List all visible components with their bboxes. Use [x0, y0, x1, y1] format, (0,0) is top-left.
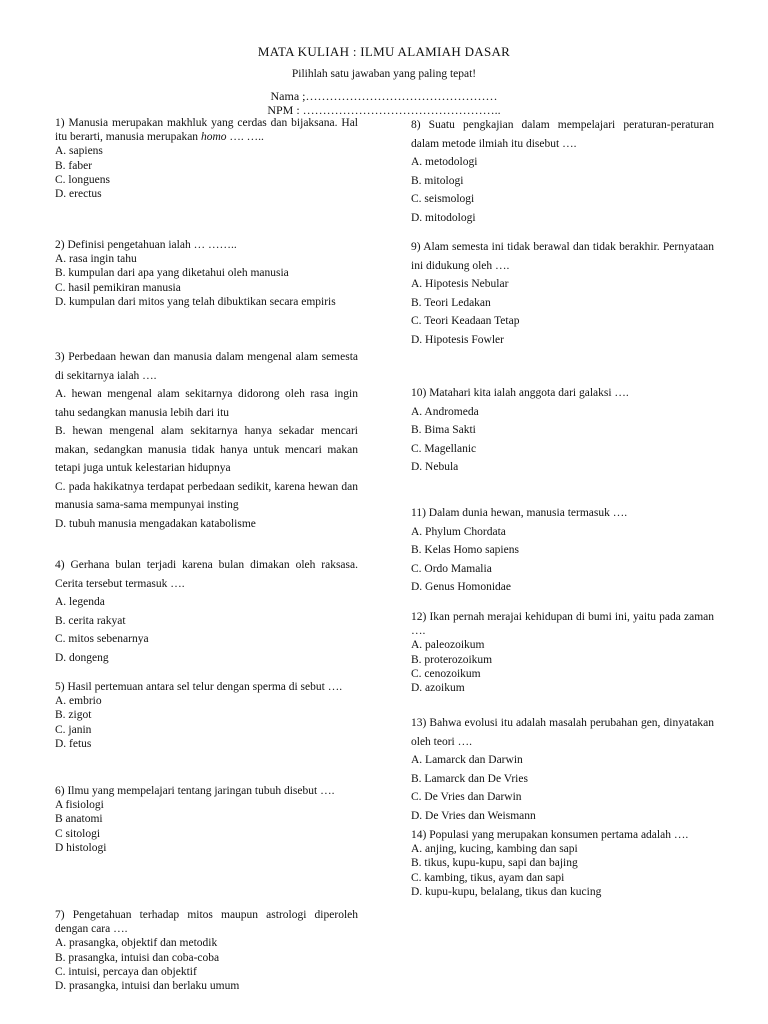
answer-option: D. erectus	[55, 188, 102, 201]
question-block	[55, 238, 358, 309]
question-stem: 1) Manusia merupakan makhluk yang cerdas dan bijaksana. Hal itu berarti, manusia merupakan homo …. …..	[55, 117, 358, 144]
question-stem: 9) Alam semesta ini tidak berawal dan tidak berakhir. Pernyataan ini didukung oleh ….	[411, 241, 714, 272]
answer-option: C. janin	[55, 723, 92, 736]
answer-option: D. Hipotesis Fowler	[411, 333, 504, 346]
answer-option: D. azoikum	[411, 682, 465, 695]
question-block	[55, 680, 358, 751]
answer-option: B. proterozoikum	[411, 653, 493, 666]
answer-option: A fisiologi	[55, 799, 104, 812]
question-stem: 13) Bahwa evolusi itu adalah masalah perubahan gen, dinyatakan oleh teori ….	[411, 717, 714, 748]
question-block	[55, 348, 358, 533]
answer-option: C. De Vries dan Darwin	[411, 791, 522, 803]
question-block	[55, 908, 358, 993]
page-title: MATA KULIAH : ILMU ALAMIAH DASAR	[257, 44, 511, 59]
answer-option: D. kumpulan dari mitos yang telah dibuktikan secara empiris	[55, 295, 336, 308]
answer-option: C. mitos sebenarnya	[55, 633, 149, 645]
name-field-line: Nama ;…………………………………………	[270, 89, 498, 103]
answer-option: C. longuens	[55, 173, 110, 186]
answer-option: B. faber	[55, 159, 93, 172]
instruction-text: Pilihlah satu jawaban yang paling tepat!	[291, 68, 477, 80]
answer-option: B. Kelas Homo sapiens	[411, 544, 519, 556]
answer-option: B. Lamarck dan De Vries	[411, 772, 528, 785]
student-id-field-line: NPM : …………………………………………..	[267, 103, 501, 117]
question-stem: 11) Dalam dunia hewan, manusia termasuk ….	[411, 507, 628, 519]
answer-option: A. embrio	[55, 695, 102, 708]
answer-option: C. cenozoikum	[411, 667, 481, 680]
question-stem: 8) Suatu pengkajian dalam mempelajari peraturan-peraturan dalam metode ilmiah itu disebut ….	[411, 119, 714, 150]
answer-option: D. Genus Homonidae	[411, 581, 511, 593]
answer-option: C. intuisi, percaya dan objektif	[55, 965, 197, 978]
answer-option: C. pada hakikatnya terdapat perbedaan sedikit, karena hewan dan manusia sama-sama mempunyai insting	[55, 480, 358, 511]
question-block	[411, 714, 714, 825]
answer-option: A. Andromeda	[411, 405, 479, 418]
answer-option: D. Nebula	[411, 461, 459, 473]
question-block	[411, 610, 714, 695]
answer-option: C. Teori Keadaan Tetap	[411, 315, 520, 327]
answer-option: A. Lamarck dan Darwin	[411, 754, 523, 766]
answer-option: B. mitologi	[411, 174, 464, 187]
question-block	[411, 384, 714, 477]
question-block	[411, 504, 714, 597]
question-block	[411, 828, 714, 899]
answer-option: A. paleozoikum	[411, 639, 485, 652]
question-block	[411, 238, 714, 349]
answer-option: B. zigot	[55, 709, 92, 722]
answer-option: A. hewan mengenal alam sekitarnya didorong oleh rasa ingin tahu sedangkan manusia lebih dari itu	[55, 388, 358, 419]
answer-option: A. prasangka, objektif dan metodik	[55, 937, 218, 950]
answer-option: B. kumpulan dari apa yang diketahui oleh manusia	[55, 267, 289, 280]
answer-option: C. Magellanic	[411, 442, 477, 455]
answer-option: C. seismologi	[411, 193, 475, 205]
answer-option: B anatomi	[55, 813, 103, 826]
answer-option: C. kambing, tikus, ayam dan sapi	[411, 871, 565, 884]
answer-option: B. tikus, kupu-kupu, sapi dan bajing	[411, 857, 578, 870]
answer-option: C sitologi	[55, 827, 101, 840]
answer-option: A. metodologi	[411, 156, 478, 168]
question-block	[55, 784, 358, 855]
answer-option: D histologi	[55, 841, 107, 854]
question-stem: 14) Populasi yang merupakan konsumen pertama adalah ….	[411, 829, 689, 841]
question-stem: 4) Gerhana bulan terjadi karena bulan dimakan oleh raksasa. Cerita tersebut termasuk ….	[55, 559, 358, 590]
answer-option: B. Teori Ledakan	[411, 296, 491, 309]
question-block	[55, 116, 358, 201]
answer-option: D. dongeng	[55, 651, 109, 664]
answer-option: D. tubuh manusia mengadakan katabolisme	[55, 517, 256, 530]
answer-option: C. hasil pemikiran manusia	[55, 281, 181, 294]
answer-option: C. Ordo Mamalia	[411, 562, 492, 575]
question-stem: 12) Ikan pernah merajai kehidupan di bumi ini, yaitu pada zaman ….	[411, 611, 714, 638]
answer-option: D. De Vries dan Weismann	[411, 809, 536, 822]
answer-option: A. legenda	[55, 596, 105, 608]
question-stem: 10) Matahari kita ialah anggota dari galaksi ….	[411, 387, 629, 399]
answer-option: A. Phylum Chordata	[411, 525, 506, 538]
answer-option: B. hewan mengenal alam sekitarnya hanya sekadar mencari makan, sedangkan manusia tidak hanya untuk mencari makan tetapi juga untuk kelestarian hidupnya	[55, 425, 358, 474]
answer-option: A. rasa ingin tahu	[55, 253, 137, 266]
question-stem: 7) Pengetahuan terhadap mitos maupun astrologi diperoleh dengan cara ….	[55, 909, 358, 936]
answer-option: D. prasangka, intuisi dan berlaku umum	[55, 980, 240, 993]
question-stem: 2) Definisi pengetahuan ialah … ……..	[55, 239, 237, 251]
answer-option: D. mitodologi	[411, 211, 476, 224]
answer-option: A. anjing, kucing, kambing dan sapi	[411, 843, 578, 856]
answer-option: D. kupu-kupu, belalang, tikus dan kucing	[411, 885, 602, 898]
answer-option: B. prasangka, intuisi dan coba-coba	[55, 951, 220, 964]
question-stem: 3) Perbedaan hewan dan manusia dalam mengenal alam semesta di sekitarnya ialah ….	[55, 351, 358, 382]
answer-option: B. cerita rakyat	[55, 614, 126, 627]
answer-option: A. sapiens	[55, 145, 103, 158]
question-stem: 5) Hasil pertemuan antara sel telur dengan sperma di sebut ….	[55, 681, 343, 693]
question-block	[411, 116, 714, 227]
answer-option: D. fetus	[55, 737, 92, 750]
question-block	[55, 556, 358, 667]
answer-option: B. Bima Sakti	[411, 424, 476, 436]
answer-option: A. Hipotesis Nebular	[411, 278, 509, 290]
question-stem: 6) Ilmu yang mempelajari tentang jaringan tubuh disebut ….	[55, 785, 335, 797]
